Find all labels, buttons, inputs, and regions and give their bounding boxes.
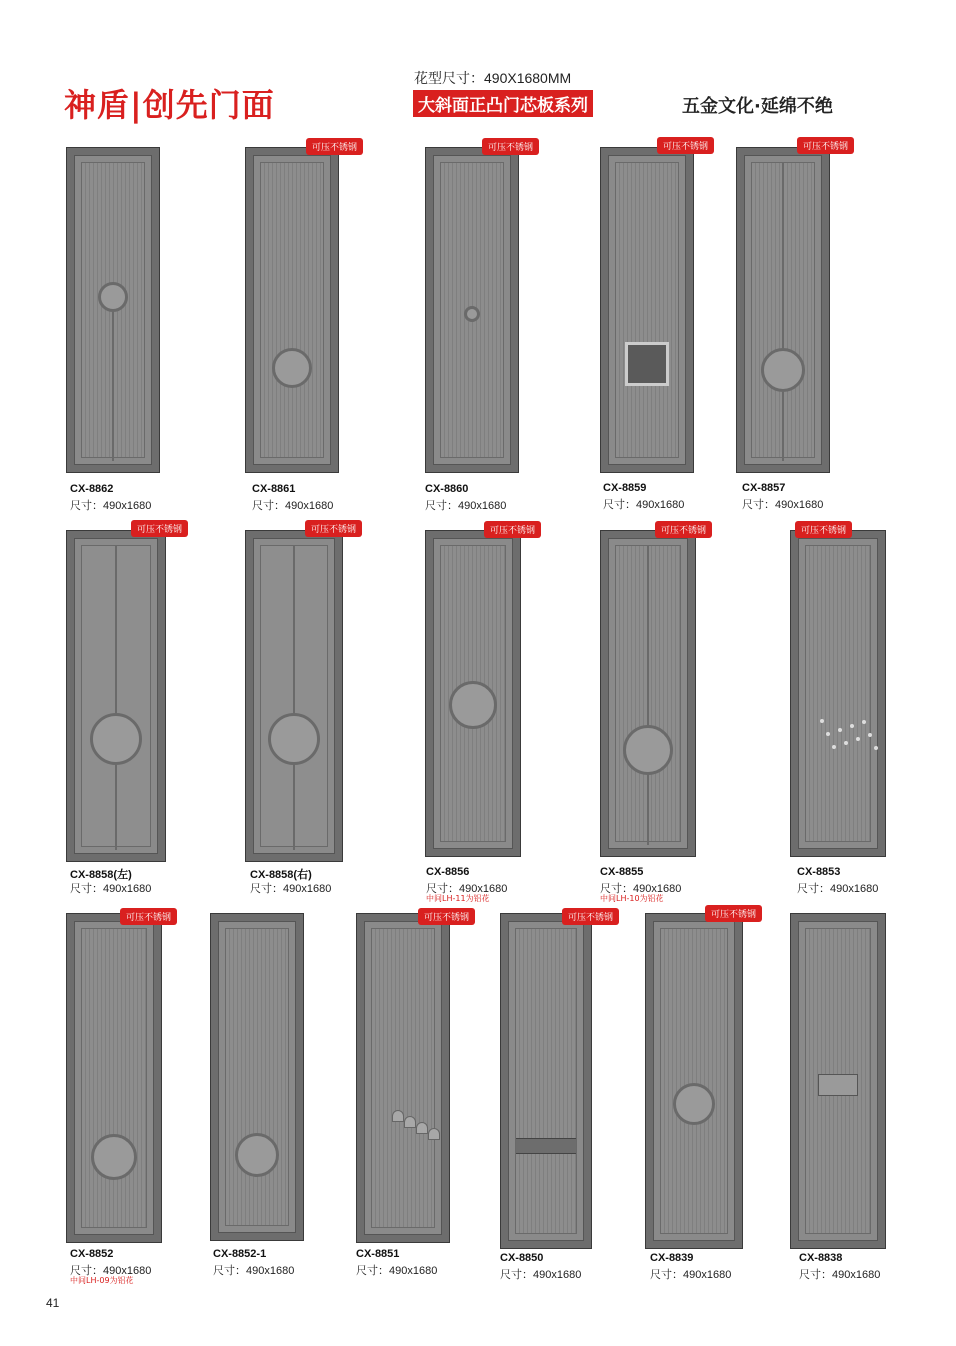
stainless-steel-badge: 可压不锈钢 [482, 138, 539, 155]
product-code: CX-8858(左) [70, 869, 132, 881]
dot-ornament [826, 732, 830, 736]
stainless-steel-badge: 可压不锈钢 [657, 137, 714, 154]
page-number: 41 [46, 1296, 60, 1310]
door-panel-image [66, 530, 166, 862]
panel-core [371, 928, 435, 1228]
stainless-steel-badge: 可压不锈钢 [484, 521, 541, 538]
product-code: CX-8855 [600, 866, 644, 878]
ginkgo-leaf-ornament [392, 1110, 404, 1122]
dot-ornament [820, 719, 824, 723]
center-groove [115, 546, 117, 713]
product-code: CX-8860 [425, 483, 469, 495]
panel-frame [608, 155, 686, 465]
panel-core [615, 162, 679, 458]
product-code: CX-8862 [70, 483, 114, 495]
product-note: 中间LH-10为铝花 [600, 894, 664, 903]
octagon-ornament [272, 348, 312, 388]
dot-ornament [868, 733, 872, 737]
center-groove [112, 312, 114, 461]
panel-frame [508, 921, 584, 1241]
panel-frame [218, 921, 296, 1233]
ginkgo-leaf-ornament [404, 1116, 416, 1128]
lotus-medallion [449, 681, 497, 729]
door-panel-image [645, 913, 743, 1249]
panel-frame [74, 538, 158, 854]
panel-frame [433, 538, 513, 849]
panel-frame [433, 155, 511, 465]
door-panel-image [600, 147, 694, 473]
product-size: 尺寸：490x1680 [70, 500, 152, 512]
product-size: 尺寸：490x1680 [426, 883, 508, 895]
panel-core [81, 545, 151, 847]
panel-core [660, 928, 728, 1234]
panel-core [805, 545, 871, 842]
product-code: CX-8851 [356, 1248, 400, 1260]
product-size: 尺寸：490x1680 [650, 1269, 732, 1281]
dot-ornament [856, 737, 860, 741]
product-code: CX-8857 [742, 482, 786, 494]
ginkgo-leaf-ornament [428, 1128, 440, 1140]
product-size: 尺寸：490x1680 [70, 1265, 152, 1277]
door-panel-image [66, 147, 160, 473]
product-size: 尺寸：490x1680 [600, 883, 682, 895]
center-groove [782, 163, 784, 348]
product-size: 尺寸：490x1680 [213, 1265, 295, 1277]
panel-frame [608, 538, 688, 849]
product-size: 尺寸：490x1680 [425, 500, 507, 512]
center-groove [293, 765, 295, 850]
panel-core [440, 545, 506, 842]
product-code: CX-8850 [500, 1252, 544, 1264]
stainless-steel-badge: 可压不锈钢 [705, 905, 762, 922]
square-ornament [818, 1074, 858, 1096]
door-panel-image [425, 147, 519, 473]
dot-ornament [838, 728, 842, 732]
door-panel-image [790, 530, 886, 857]
dot-ornament [832, 745, 836, 749]
panel-core [805, 928, 871, 1234]
brand-title: 神盾|创先门面 [64, 86, 275, 124]
deer-medallion [90, 713, 142, 765]
panel-frame [253, 155, 331, 465]
panel-frame [653, 921, 735, 1241]
panel-frame [74, 921, 154, 1235]
product-size: 尺寸：490x1680 [252, 500, 334, 512]
product-size: 尺寸：490x1680 [70, 883, 152, 895]
product-size: 尺寸：490x1680 [250, 883, 332, 895]
product-size: 尺寸：490x1680 [356, 1265, 438, 1277]
panel-core [81, 162, 145, 458]
panel-core [615, 545, 681, 842]
product-code: CX-8853 [797, 866, 841, 878]
panel-frame [744, 155, 822, 465]
door-panel-image [356, 913, 450, 1243]
product-code: CX-8861 [252, 483, 296, 495]
stainless-steel-badge: 可压不锈钢 [120, 908, 177, 925]
product-code: CX-8852 [70, 1248, 114, 1260]
product-code: CX-8859 [603, 482, 647, 494]
stainless-steel-badge: 可压不锈钢 [655, 521, 712, 538]
dot-ornament [862, 720, 866, 724]
panel-core [81, 928, 147, 1228]
panel-frame [798, 538, 878, 849]
door-panel-image [790, 913, 886, 1249]
hexagon-ornament [673, 1083, 715, 1125]
emblem-ornament [235, 1133, 279, 1177]
product-size: 尺寸：490x1680 [500, 1269, 582, 1281]
stainless-steel-badge: 可压不锈钢 [305, 520, 362, 537]
deer-medallion [268, 713, 320, 765]
product-size: 尺寸：490x1680 [799, 1269, 881, 1281]
panel-frame [253, 538, 335, 854]
center-groove [115, 765, 117, 850]
stainless-steel-badge: 可压不锈钢 [797, 137, 854, 154]
product-size: 尺寸：490x1680 [797, 883, 879, 895]
horizontal-band-ornament [516, 1138, 576, 1154]
stainless-steel-badge: 可压不锈钢 [795, 521, 852, 538]
product-size: 尺寸：490x1680 [742, 499, 824, 511]
door-panel-image [500, 913, 592, 1249]
slogan: 五金文化·延绵不绝 [682, 96, 833, 117]
dot-ornament [850, 724, 854, 728]
stainless-steel-badge: 可压不锈钢 [562, 908, 619, 925]
product-code: CX-8858(右) [250, 869, 312, 881]
product-code: CX-8856 [426, 866, 470, 878]
ginkgo-leaf-ornament [416, 1122, 428, 1134]
square-ornament [625, 342, 669, 386]
dot-ornament [844, 741, 848, 745]
panel-core [751, 162, 815, 458]
knot-ornament [464, 306, 480, 322]
dot-ornament [874, 746, 878, 750]
medallion-ornament [91, 1134, 137, 1180]
panel-core [225, 928, 289, 1226]
product-note: 中间LH-09为铝花 [70, 1276, 134, 1285]
pattern-size-spec: 花型尺寸：490X1680MM [414, 70, 572, 86]
door-panel-image [736, 147, 830, 473]
door-panel-image [600, 530, 696, 857]
panel-core [260, 545, 328, 847]
center-groove [647, 775, 649, 845]
stainless-steel-badge: 可压不锈钢 [306, 138, 363, 155]
center-groove [782, 392, 784, 461]
panel-frame [74, 155, 152, 465]
medallion-ornament [623, 725, 673, 775]
product-code: CX-8852-1 [213, 1248, 267, 1260]
product-code: CX-8839 [650, 1252, 694, 1264]
product-code: CX-8838 [799, 1252, 843, 1264]
panel-frame [364, 921, 442, 1235]
door-panel-image [210, 913, 304, 1241]
product-note: 中间LH-11为铝花 [426, 894, 490, 903]
product-size: 尺寸：490x1680 [603, 499, 685, 511]
center-groove [293, 546, 295, 713]
door-panel-image [245, 530, 343, 862]
door-panel-image [425, 530, 521, 857]
center-groove [647, 546, 649, 725]
panel-frame [798, 921, 878, 1241]
bird-medallion [761, 348, 805, 392]
panel-core [260, 162, 324, 458]
medallion-ornament [98, 282, 128, 312]
door-panel-image [245, 147, 339, 473]
panel-core [515, 928, 577, 1234]
door-panel-image [66, 913, 162, 1243]
panel-core [440, 162, 504, 458]
stainless-steel-badge: 可压不锈钢 [418, 908, 475, 925]
stainless-steel-badge: 可压不锈钢 [131, 520, 188, 537]
series-title: 大斜面正凸门芯板系列 [413, 90, 593, 117]
